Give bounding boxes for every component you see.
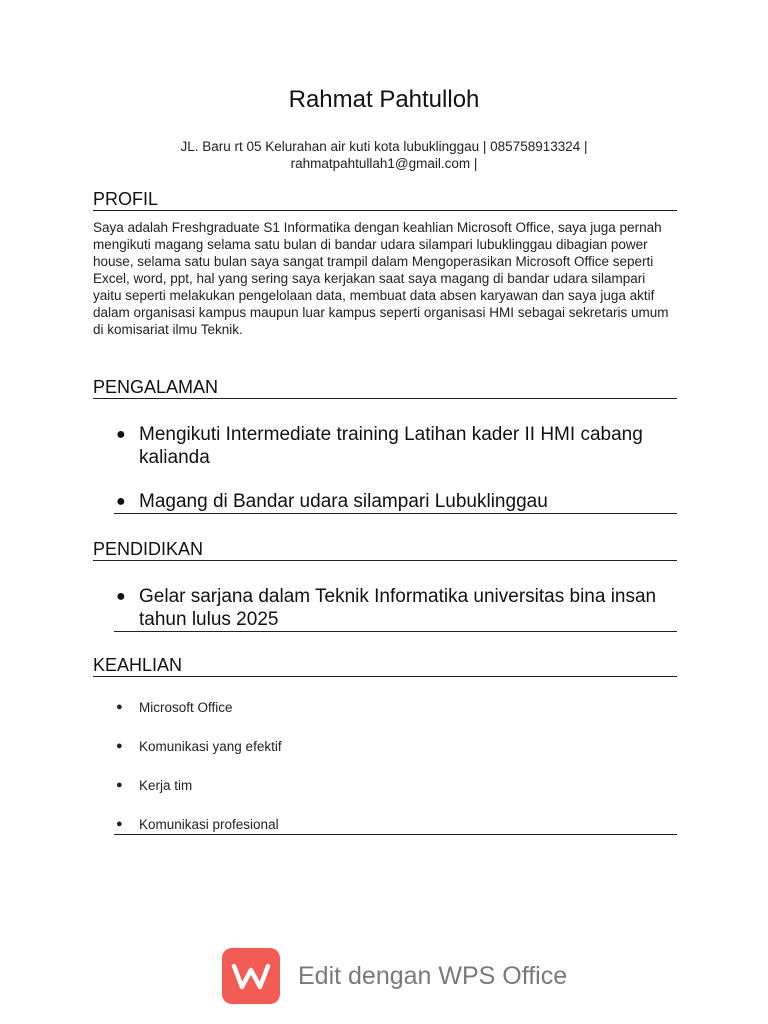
resume-name: Rahmat Pahtulloh bbox=[288, 86, 480, 113]
wps-logo-icon bbox=[222, 948, 280, 1004]
list-item bbox=[114, 816, 677, 834]
wps-edit-text: Edit dengan WPS Office bbox=[298, 961, 568, 990]
list-item bbox=[114, 423, 677, 469]
contact-info bbox=[120, 138, 648, 172]
bullet-icon: ● bbox=[116, 740, 123, 752]
skill-item-text: Komunikasi profesional bbox=[139, 817, 279, 832]
list-item bbox=[114, 490, 677, 513]
section-title-profil: PROFIL bbox=[93, 188, 677, 211]
list-item bbox=[114, 699, 677, 738]
bullet-icon: ● bbox=[116, 493, 126, 510]
bullet-icon: ● bbox=[116, 426, 126, 443]
contact-line-address-phone: JL. Baru rt 05 Kelurahan air kuti kota lubuklinggau | 085758913324 | bbox=[180, 139, 588, 154]
contact-line-email: rahmatpahtullah1@gmail.com | bbox=[290, 156, 478, 171]
list-item bbox=[114, 777, 677, 816]
bullet-icon: ● bbox=[116, 779, 123, 791]
section-title-keahlian: KEAHLIAN bbox=[93, 654, 677, 677]
experience-item-text: Mengikuti Intermediate training Latihan kader II HMI cabang kalianda bbox=[139, 424, 643, 468]
wps-edit-badge[interactable] bbox=[222, 948, 567, 1004]
list-item bbox=[114, 738, 677, 777]
experience-item-text: Magang di Bandar udara silampari Lubuklinggau bbox=[139, 491, 548, 512]
bullet-icon: ● bbox=[116, 818, 123, 830]
skills-list bbox=[114, 699, 677, 835]
skill-item-text: Microsoft Office bbox=[139, 700, 233, 715]
education-list bbox=[114, 585, 677, 632]
skill-item-text: Kerja tim bbox=[139, 778, 193, 793]
section-title-pendidikan: PENDIDIKAN bbox=[93, 538, 677, 561]
profile-paragraph: Saya adalah Freshgraduate S1 Informatika dengan keahlian Microsoft Office, saya juga pernah mengikuti magang selama satu bulan di bandar udara silampari lubuklinggau dibagian power house, selama satu bulan saya sangat trampil dalam Mengoperasikan Microsoft Office seperti Excel, word, ppt, hal yang sering saya kerjakan saat saya magang di bandar udara silampari yaitu seperti melakukan pengelolaan data, membuat data absen karyawan dan saya juga aktif dalam organisasi kampus maupun luar kampus seperti organisasi HMI sebagai sekretaris umum di komisariat ilmu Teknik. bbox=[93, 220, 669, 337]
experience-list bbox=[114, 423, 677, 514]
skill-item-text: Komunikasi yang efektif bbox=[139, 739, 282, 754]
education-item-text: Gelar sarjana dalam Teknik Informatika universitas bina insan tahun lulus 2025 bbox=[139, 586, 657, 630]
bullet-icon: ● bbox=[116, 701, 123, 713]
section-title-pengalaman: PENGALAMAN bbox=[93, 376, 677, 399]
bullet-icon: ● bbox=[116, 588, 126, 605]
list-item bbox=[114, 585, 677, 631]
